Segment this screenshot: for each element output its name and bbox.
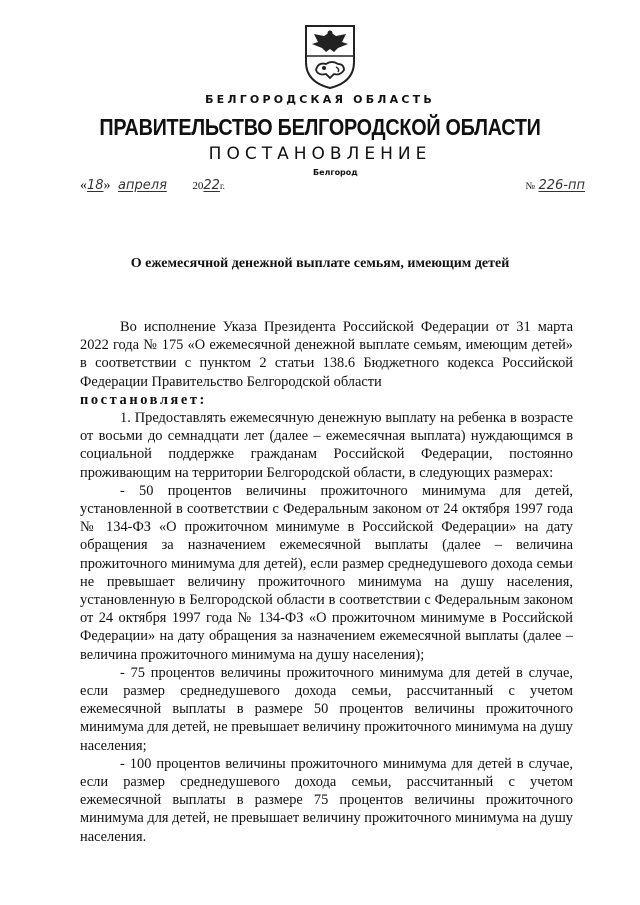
date-open-quote: « <box>80 178 87 193</box>
item-1: 1. Предоставлять ежемесячную денежную выплату на ребенка в возрасте от восьми до семнадцати лет (далее – ежемесячная выплата) нуждающимся в социальной поддержке гражданам Российской Федерации, постоянно проживающим на территории Белгородской области, в следующих размерах: <box>80 410 573 481</box>
document-title: О ежемесячной денежной выплате семьям, имеющим детей <box>130 256 510 271</box>
intro-paragraph: Во исполнение Указа Президента Российской Федерации от 31 марта 2022 года № 175 «О ежемесячной денежной выплате семьям, имеющим детей» в соответствии с пунктом 2 статьи 138.6 Бюджетного кодекса Российской Федерации Правительство Белгородской области <box>80 319 573 390</box>
number-value: 226-пп <box>538 178 585 193</box>
date-month: апреля <box>118 178 167 193</box>
date-close-quote: » <box>103 178 111 193</box>
city-name: Белгород <box>313 168 358 177</box>
date-year-prefix: 20 <box>192 180 204 192</box>
date-year-suffix: 22 <box>203 178 220 193</box>
coat-of-arms-icon <box>300 22 360 90</box>
document-type: ПОСТАНОВЛЕНИЕ <box>208 144 432 164</box>
date-row <box>80 178 585 202</box>
subitem-3: - 100 процентов величины прожиточного минимума для детей в случае, если размер среднедушевого дохода семьи, рассчитанный с учетом ежемесячной выплаты в размере 75 процентов величины прожиточного минимума для детей, не превышает величину прожиточного минимума на душу населения. <box>80 755 573 845</box>
document-number <box>525 178 585 194</box>
number-label: № <box>525 181 535 192</box>
date-day: 18 <box>87 178 104 193</box>
region-name: БЕЛГОРОДСКАЯ ОБЛАСТЬ <box>205 93 435 106</box>
resolves-text: постановляет: <box>80 391 207 408</box>
government-name: ПРАВИТЕЛЬСТВО БЕЛГОРОДСКОЙ ОБЛАСТИ <box>99 114 541 140</box>
resolves-word <box>80 391 573 409</box>
document-body <box>80 318 573 846</box>
subitem-2: - 75 процентов величины прожиточного минимума для детей в случае, если размер среднедушевого дохода семьи, рассчитанный с учетом ежемесячной выплаты в размере 50 процентов величины прожиточного минимума для детей, не превышает величину прожиточного минимума на душу населения; <box>80 664 573 754</box>
subitem-1: - 50 процентов величины прожиточного минимума для детей, установленной в соответствии с Федеральным законом от 24 октября 1997 года № 134-ФЗ «О прожиточном минимуме в Российской Федерации» на дату обращения за назначением ежемесячной выплаты (далее – величина прожиточного минимума для детей), если размер среднедушевого дохода семьи не превышает величину прожиточного минимума на душу населения, установленную в Белгородской области в соответствии с Федеральным законом от 24 октября 1997 года № 134-ФЗ «О прожиточном минимуме в Российской Федерации» на дату обращения за назначением ежемесячной выплаты (далее – величина прожиточного минимума на душу населения); <box>80 482 573 663</box>
date-year-abbr: г. <box>219 181 225 191</box>
